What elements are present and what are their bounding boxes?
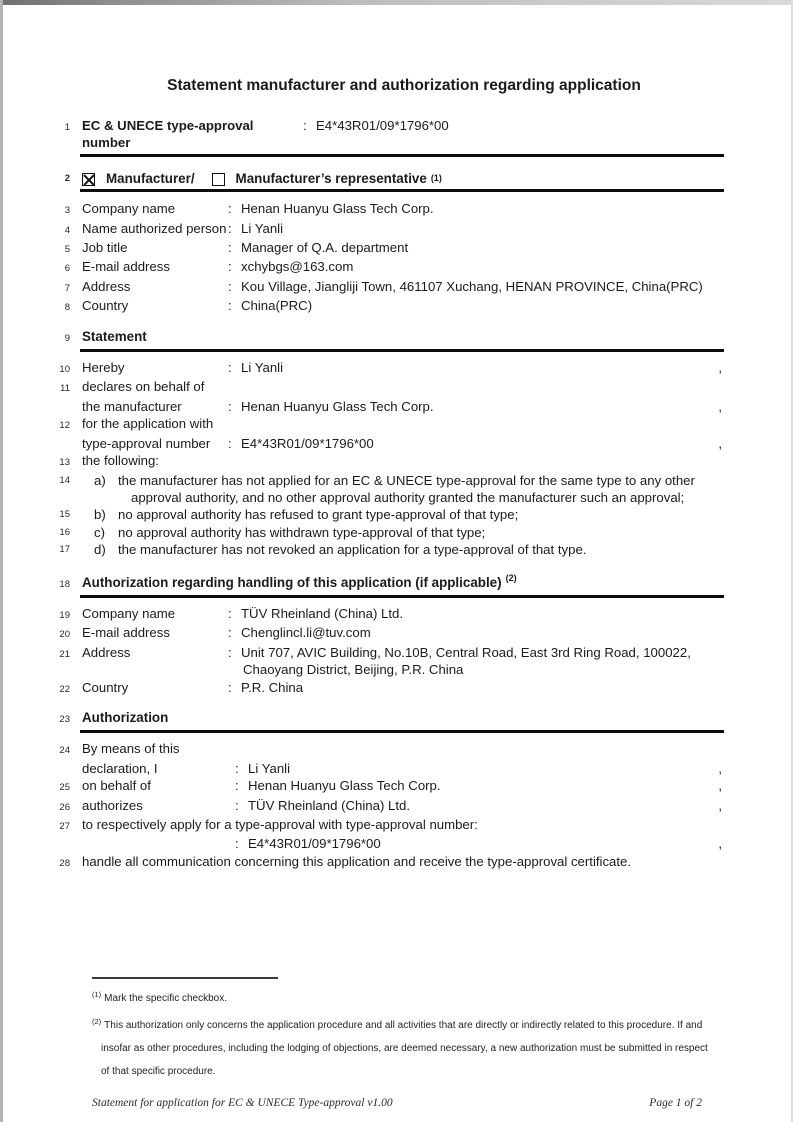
- authorization-line: [0, 816, 724, 835]
- field-row-email: [0, 258, 724, 277]
- section-divider: [80, 349, 724, 352]
- role-row: [0, 170, 724, 187]
- trailing-comma: ,: [718, 836, 722, 852]
- field-value: [241, 644, 691, 679]
- line-number: 27: [59, 821, 70, 832]
- colon: :: [303, 118, 307, 133]
- field-value: TÜV Rheinland (China) Ltd.: [248, 797, 410, 813]
- line-number: 25: [59, 782, 70, 794]
- colon: :: [228, 240, 232, 256]
- agent-fields: [0, 605, 793, 698]
- colon: :: [235, 836, 239, 852]
- field-row-country: [0, 297, 724, 316]
- statement-item-a: [0, 472, 730, 507]
- field-row-authorized-person: [0, 220, 724, 239]
- line-number: 16: [59, 526, 70, 538]
- representative-checkbox[interactable]: [212, 173, 225, 186]
- field-value: Henan Huanyu Glass Tech Corp.: [241, 201, 434, 217]
- field-label: Address: [82, 644, 131, 660]
- trailing-comma: ,: [718, 778, 722, 794]
- line-number: 18: [59, 578, 70, 590]
- line-number: 14: [59, 474, 70, 486]
- manufacturer-fields: [0, 200, 793, 316]
- field-label: E-mail address: [82, 625, 170, 641]
- colon: :: [228, 625, 232, 641]
- field-label: Address: [82, 278, 131, 294]
- colon: :: [235, 778, 239, 794]
- section-heading: Authorization: [82, 709, 169, 725]
- field-value: Manager of Q.A. department: [241, 240, 409, 256]
- field-value: TÜV Rheinland (China) Ltd.: [241, 605, 403, 621]
- colon: :: [228, 644, 232, 660]
- statement-line: [0, 378, 724, 397]
- field-value: Li Yanli: [248, 760, 291, 776]
- field-row-agent-company: [0, 605, 724, 624]
- field-label: E-mail address: [82, 259, 170, 275]
- line-number: 1: [64, 122, 70, 133]
- field-label: the manufacturer: [82, 398, 182, 414]
- representative-option-label: Manufacturer’s representative: [235, 170, 427, 186]
- field-value: Henan Huanyu Glass Tech Corp.: [241, 398, 434, 414]
- trailing-comma: ,: [718, 797, 722, 813]
- statement-line: [0, 452, 724, 471]
- section-heading: [82, 570, 724, 591]
- item-text: no approval authority has withdrawn type-approval of that type;: [118, 524, 486, 540]
- field-label: Hereby: [82, 360, 125, 376]
- authorization-line: [0, 797, 724, 816]
- field-value: P.R. China: [241, 679, 304, 695]
- footnote-ref-1: (1): [430, 172, 442, 183]
- line-number: 10: [59, 364, 70, 376]
- field-row-company-name: [0, 200, 724, 219]
- field-row-agent-country: [0, 679, 724, 698]
- field-value: E4*43R01/09*1796*00: [241, 435, 374, 451]
- footnote-2: [92, 1010, 712, 1083]
- manufacturer-checkbox[interactable]: [82, 173, 95, 186]
- line-number: 13: [59, 457, 70, 469]
- trailing-comma: ,: [718, 398, 722, 414]
- field-label: Job title: [82, 240, 128, 256]
- line-number: 23: [59, 713, 70, 725]
- field-label: declaration, I: [82, 760, 158, 776]
- item-text: no approval authority has refused to grant type-approval of that type;: [118, 507, 519, 523]
- field-label: authorizes: [82, 797, 143, 813]
- manufacturer-option-label: Manufacturer/: [106, 170, 195, 186]
- footnote-1: [92, 983, 712, 1010]
- statement-item-d: [0, 541, 730, 558]
- colon: :: [228, 605, 232, 621]
- approval-number-row: [0, 117, 724, 152]
- footnote-text: Mark the specific checkbox.: [104, 992, 227, 1004]
- authorization-line: [0, 777, 724, 796]
- authorization-text: to respectively apply for a type-approval with type-approval number:: [82, 817, 478, 832]
- field-label: By means of this: [82, 741, 180, 757]
- item-text: the manufacturer has not applied for an EC & UNECE type-approval for the same type to any other approval authority, and no other approval authority granted the manufacturer such an approval;: [118, 472, 695, 505]
- statement-lines: [0, 359, 793, 558]
- footnote-marker: (1): [92, 989, 102, 999]
- statement-line: [0, 415, 724, 434]
- line-number: 17: [59, 544, 70, 556]
- statement-line: [0, 359, 724, 378]
- colon: :: [228, 259, 232, 275]
- statement-line: [0, 435, 724, 452]
- footnote-marker: (2): [92, 1016, 102, 1026]
- line-number: 20: [59, 629, 70, 641]
- section-divider: [80, 730, 724, 733]
- field-row-address: [0, 278, 724, 297]
- page-footer: [92, 1097, 702, 1109]
- field-label: for the application with: [82, 416, 214, 432]
- line-number: 2: [64, 172, 70, 184]
- colon: :: [228, 360, 232, 376]
- field-label: Company name: [82, 605, 176, 621]
- colon: :: [228, 201, 232, 217]
- authorization-lines: [0, 740, 793, 872]
- field-value: Kou Village, Jiangliji Town, 461107 Xuchang, HENAN PROVINCE, China(PRC): [241, 278, 703, 294]
- trailing-comma: ,: [718, 360, 722, 376]
- field-row-agent-email: [0, 624, 724, 643]
- field-value: Henan Huanyu Glass Tech Corp.: [248, 778, 441, 794]
- field-row-agent-address: [0, 644, 724, 679]
- line-number: 21: [59, 648, 70, 660]
- field-row-job-title: [0, 239, 724, 258]
- item-marker: b): [94, 507, 106, 523]
- statement-heading-row: [0, 328, 724, 347]
- section-divider: [80, 154, 724, 157]
- line-number: 3: [64, 205, 70, 217]
- statement-text: the following:: [82, 453, 159, 469]
- section-divider: [80, 595, 724, 598]
- line-number: 4: [64, 224, 70, 236]
- item-marker: d): [94, 542, 106, 558]
- line-number: 12: [59, 420, 70, 432]
- line-number: 6: [64, 263, 70, 275]
- colon: :: [235, 797, 239, 813]
- field-value: China(PRC): [241, 298, 313, 314]
- colon: :: [228, 398, 232, 414]
- section-heading: Statement: [82, 328, 147, 344]
- authorization-line: [0, 760, 724, 777]
- footer-page-number: Page 1 of 2: [649, 1096, 702, 1109]
- footer-document-name: Statement for application for EC & UNECE Type-approval v1.00: [92, 1096, 393, 1109]
- line-number: 22: [59, 683, 70, 695]
- authorization-line: [0, 740, 724, 759]
- trailing-comma: ,: [718, 760, 722, 776]
- line-number: 24: [59, 745, 70, 757]
- colon: :: [228, 278, 232, 294]
- field-label: Country: [82, 679, 129, 695]
- address-line-2: Chaoyang District, Beijing, P.R. China: [243, 662, 464, 678]
- line-number: 11: [60, 383, 70, 395]
- statement-item-c: [0, 524, 730, 541]
- field-label: Name authorized person: [82, 220, 227, 236]
- footnote-text: This authorization only concerns the application procedure and all activities that are directly or indirectly related to this procedure. If and insofar as other procedures, including the lodging of objections, are deemed necessary, a new authorization must be submitted in respect of that specific procedure.: [101, 1019, 708, 1077]
- authorization-heading-row: [0, 709, 724, 728]
- line-number: 26: [59, 801, 70, 813]
- line-number: 5: [64, 244, 70, 256]
- line-number: 15: [59, 509, 70, 521]
- colon: :: [228, 435, 232, 451]
- line-number: 7: [64, 282, 70, 294]
- field-value: Li Yanli: [241, 360, 284, 376]
- approval-number-value: E4*43R01/09*1796*00: [316, 118, 449, 133]
- statement-item-b: [0, 506, 730, 523]
- line-number: 9: [64, 332, 70, 344]
- field-value: xchybgs@163.com: [241, 259, 354, 275]
- statement-line: [0, 398, 724, 415]
- item-marker: c): [94, 524, 105, 540]
- field-label: Company name: [82, 201, 176, 217]
- address-line-1: Unit 707, AVIC Building, No.10B, Central Road, East 3rd Ring Road, 100022,: [241, 644, 691, 660]
- field-label: declares on behalf of: [82, 379, 205, 395]
- item-marker: a): [94, 472, 106, 488]
- field-value: Li Yanli: [241, 220, 284, 236]
- colon: :: [235, 760, 239, 776]
- line-number: 8: [64, 302, 70, 314]
- authorization-line-continuation: [0, 835, 724, 852]
- item-text: the manufacturer has not revoked an application for a type-approval of that type.: [118, 542, 587, 558]
- colon: :: [228, 679, 232, 695]
- field-label: EC & UNECE type-approval number: [82, 118, 254, 151]
- colon: :: [228, 298, 232, 314]
- authorization-line: [0, 853, 724, 872]
- field-value: E4*43R01/09*1796*00: [248, 836, 381, 852]
- footnote-ref-2: (2): [505, 572, 517, 583]
- colon: :: [228, 220, 232, 236]
- authorization-text: handle all communication concerning this application and receive the type-approval certificate.: [82, 853, 632, 869]
- field-label: on behalf of: [82, 778, 151, 794]
- field-label: Country: [82, 298, 129, 314]
- section-heading-text: Authorization regarding handling of this application (if applicable): [82, 574, 502, 590]
- section-divider: [80, 189, 724, 192]
- footnotes: [92, 983, 712, 1083]
- trailing-comma: ,: [718, 435, 722, 451]
- field-value: Chenglincl.li@tuv.com: [241, 625, 371, 641]
- authorization-handling-heading-row: [0, 570, 724, 593]
- footnote-separator: [92, 977, 278, 979]
- field-label: type-approval number: [82, 435, 211, 451]
- line-number: 28: [59, 857, 70, 869]
- page-title: Statement manufacturer and authorization regarding application: [167, 77, 641, 94]
- line-number: 19: [59, 609, 70, 621]
